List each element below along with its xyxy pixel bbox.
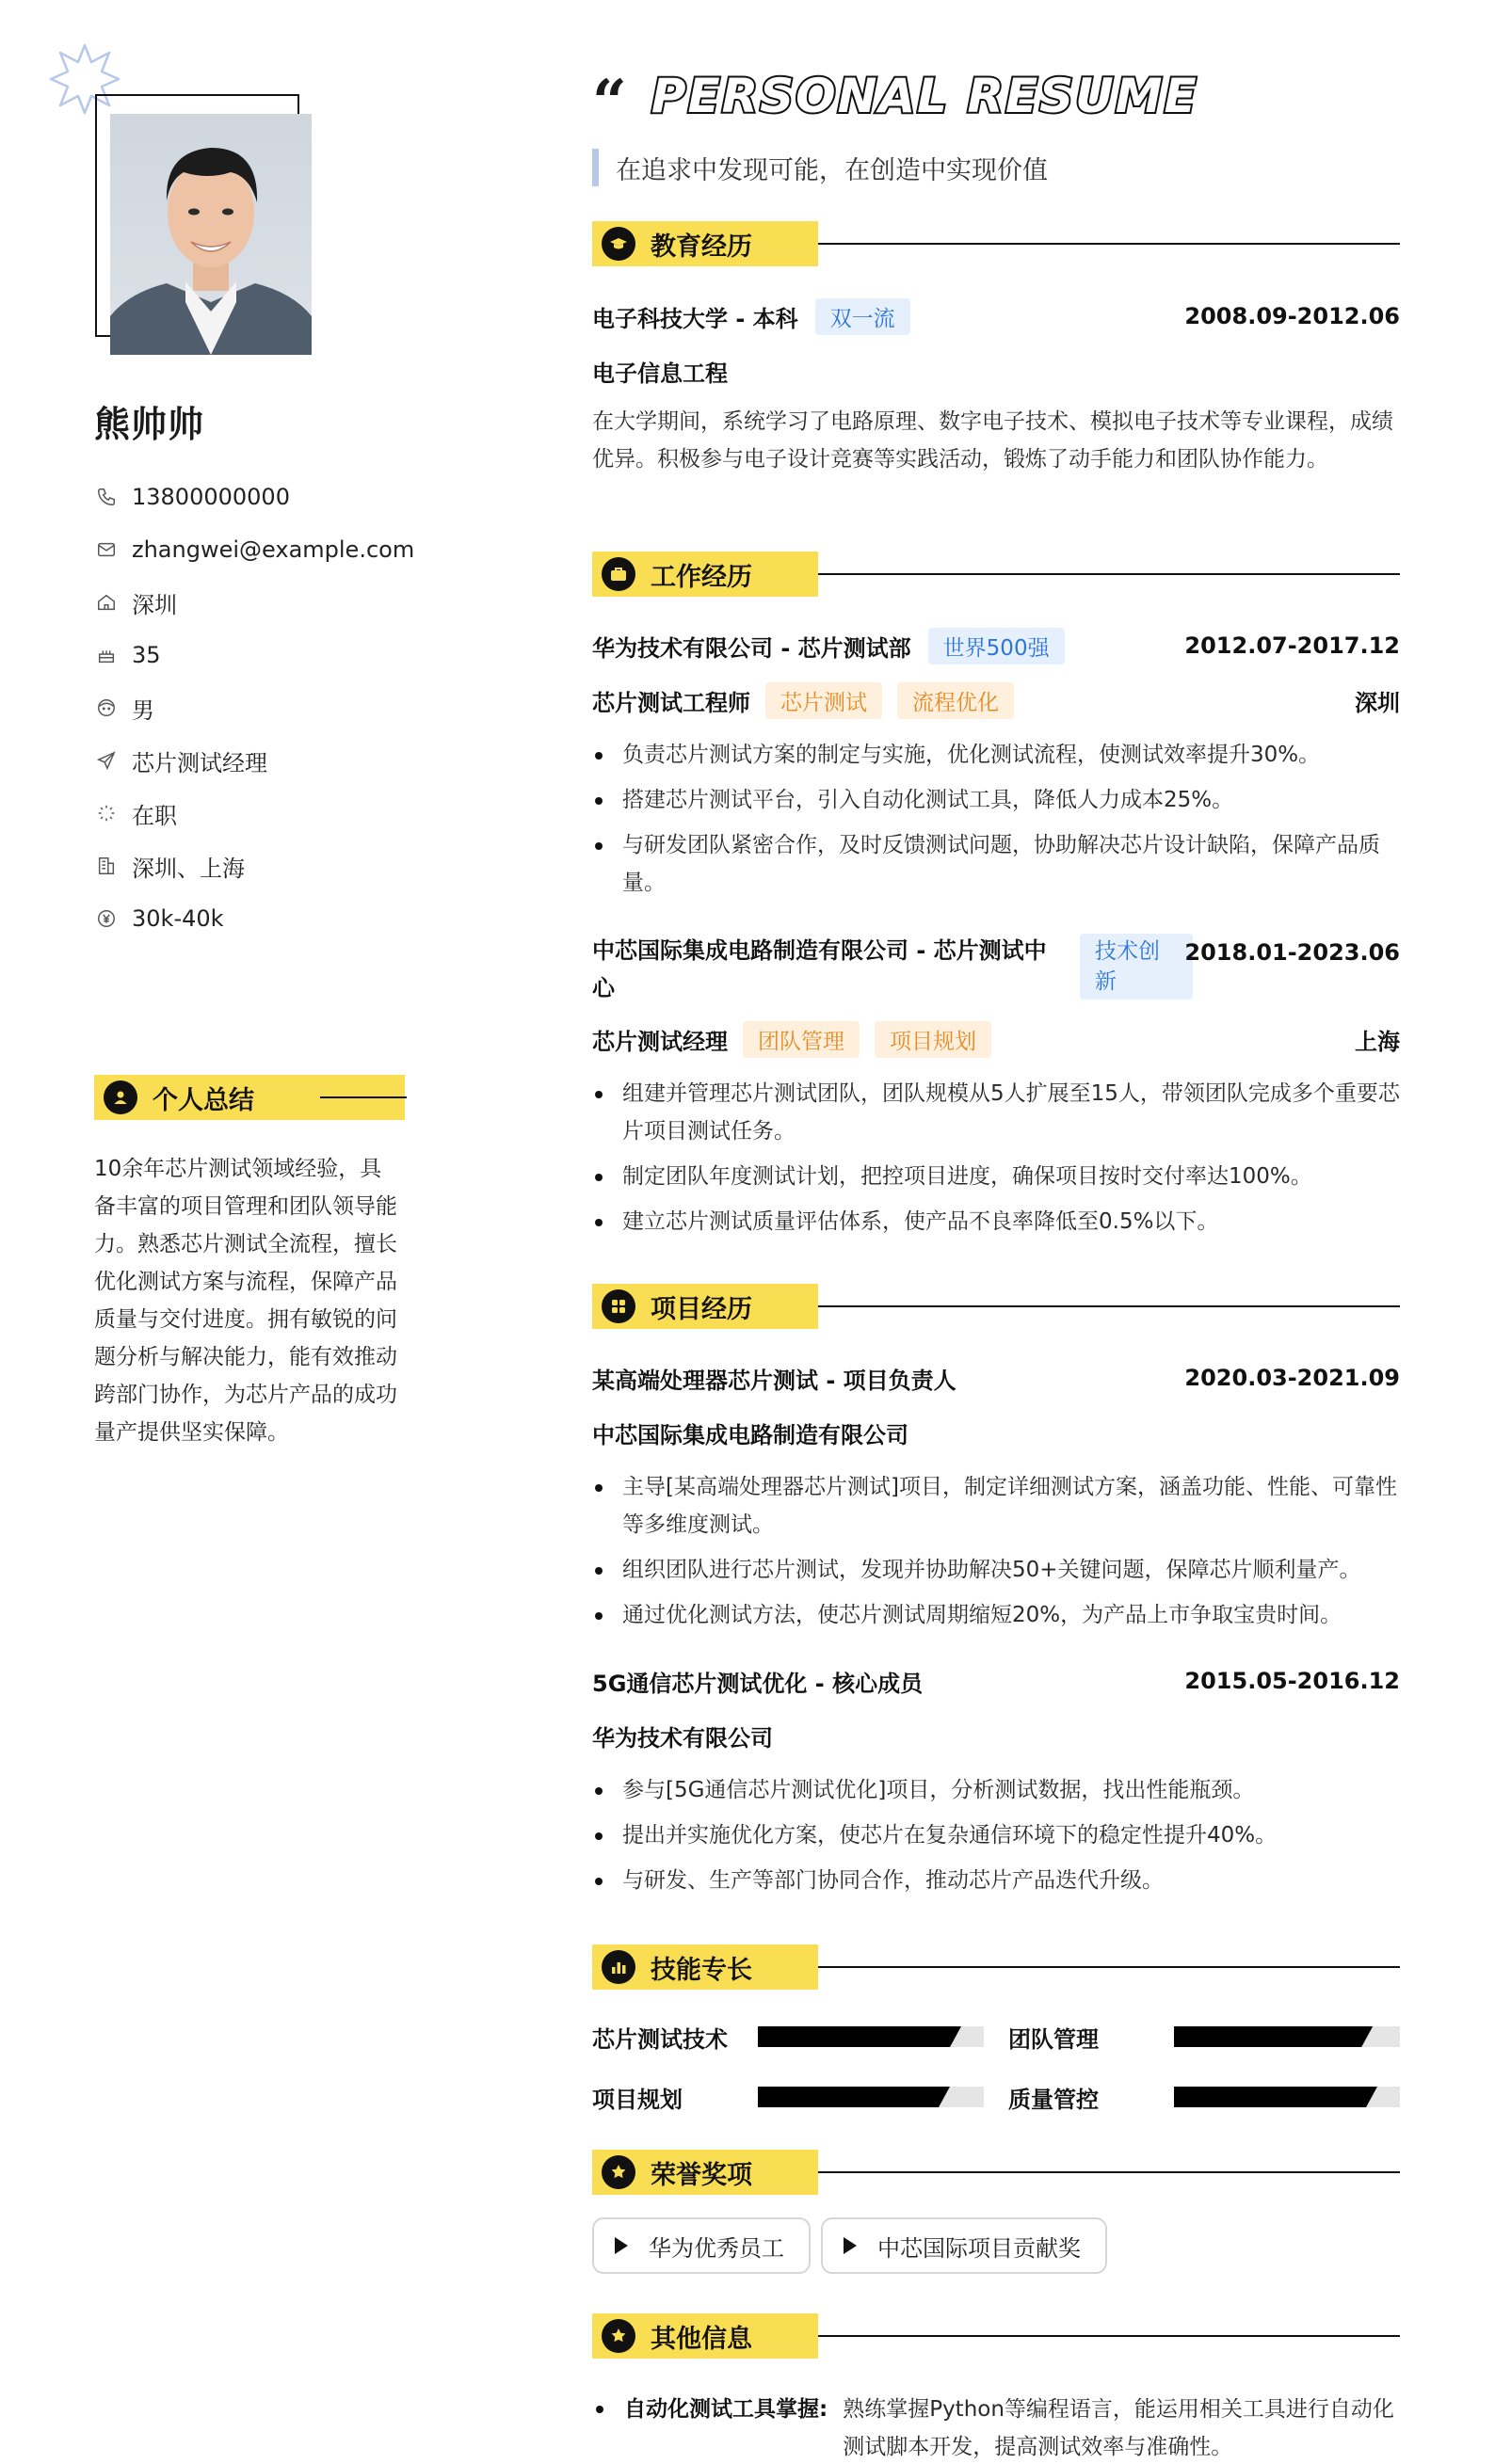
honors-title: 荣誉奖项 [651,2160,752,2190]
project-2-date: 2015.05-2016.12 [1184,1668,1400,1694]
status-text: 在职 [132,802,177,829]
skill-item [1008,2025,1400,2053]
section-projects [592,1284,1400,1329]
project-1-bullets [592,1468,1400,1641]
play-triangle-icon [615,2237,628,2254]
job-1-tag: 世界500强 [928,628,1065,664]
education-title: 教育经历 [651,232,752,262]
list-item: 组织团队进行芯片测试，发现并协助解决50+关键问题，保障芯片顺利量产。 [592,1551,1400,1589]
section-education [592,221,1400,266]
job-2-tag: 技术创新 [1080,934,1193,1000]
summary-title: 个人总结 [153,1085,254,1115]
yuan-coin-icon [94,906,119,931]
job-1-company: 华为技术有限公司 - 芯片测试部 [592,634,911,662]
award-name: 中芯国际项目贡献奖 [877,2234,1081,2262]
info-age [94,629,508,681]
skills-header [592,1944,818,1990]
award-badge [592,2217,811,2274]
other-item-key: 自动化测试工具掌握: [624,2397,828,2422]
award-name: 华为优秀员工 [649,2234,784,2262]
skills-title: 技能专长 [651,1955,752,1985]
building-icon [94,854,119,878]
job-1-date: 2012.07-2017.12 [1184,632,1400,659]
skill-bar-fill [1174,2026,1373,2047]
phone-text: 13800000000 [132,484,290,510]
job-1-skill-tag: 芯片测试 [765,682,882,719]
skill-bar-fill [758,2026,961,2047]
briefcase-icon [602,557,635,591]
project-1-date: 2020.03-2021.09 [1184,1365,1400,1391]
quote-mark-icon: “ [592,67,627,137]
project-2-row [592,1664,1400,1698]
gender-text: 男 [132,696,154,724]
section-honors [592,2150,1400,2195]
skill-item [592,2025,984,2053]
skills-divider [818,1966,1400,1968]
left-column [0,0,546,2464]
other-item-value: 熟练掌握Python等编程语言，能运用相关工具进行自动化测试脚本开发，提高测试效率与准确性。 [843,2397,1394,2459]
education-divider [818,243,1400,245]
education-description: 在大学期间，系统学习了电路原理、数字电子技术、模拟电子技术等专业课程，成绩优异。积极参与电子设计竞赛等实践活动，锻炼了动手能力和团队协作能力。 [592,409,1393,472]
job-2-date: 2018.01-2023.06 [1184,939,1400,966]
skill-bar-fill [758,2087,950,2107]
skill-name: 芯片测试技术 [592,2025,728,2053]
list-item: 参与[5G通信芯片测试优化]项目，分析测试数据，找出性能瓶颈。 [592,1771,1400,1809]
projects-title: 项目经历 [651,1294,752,1324]
honors-divider [818,2171,1400,2173]
project-1-name: 某高端处理器芯片测试 - 项目负责人 [592,1367,956,1394]
list-item: 与研发团队紧密合作，及时反馈测试问题，协助解决芯片设计缺陷，保障产品质量。 [592,826,1400,902]
job-1-role-row [592,683,1400,717]
project-2-bullets [592,1771,1400,1907]
info-location [94,576,508,629]
location-text: 深圳 [132,591,177,618]
education-date: 2008.09-2012.06 [1184,303,1400,329]
other-item [592,2391,1400,2464]
skill-item [1008,2086,1400,2113]
skill-bar [758,2026,984,2047]
project-1-company: 中芯国际集成电路制造有限公司 [592,1421,908,1448]
info-phone [94,471,508,523]
section-skills [592,1944,1400,1990]
school-tag: 双一流 [815,298,910,335]
target-cities-text: 深圳、上海 [132,855,245,882]
work-header [592,552,818,597]
graduation-cap-icon [602,227,635,261]
project-2-company: 华为技术有限公司 [592,1724,773,1752]
cake-icon [94,643,119,667]
section-other [592,2313,1400,2359]
list-item: 与研发、生产等部门协同合作，推动芯片产品迭代升级。 [592,1862,1400,1899]
job-2-skill-tag: 团队管理 [743,1021,860,1058]
summary-divider [320,1096,407,1098]
list-item: 提出并实施优化方案，使芯片在复杂通信环境下的稳定性提升40%。 [592,1816,1400,1854]
phone-icon [94,485,119,509]
work-title: 工作经历 [651,562,752,592]
project-1-company-row [592,1416,1400,1449]
education-major: 电子信息工程 [592,360,728,387]
education-major-row [592,354,1400,388]
list-item: 搭建芯片测试平台，引入自动化测试工具，降低人力成本25%。 [592,781,1400,819]
other-title: 其他信息 [651,2324,752,2354]
bullet-dot [596,2406,603,2413]
resume-title-text: PERSONAL RESUME [651,69,1198,123]
job-2-city: 上海 [1355,1028,1400,1055]
education-school-row [592,299,1400,333]
work-divider [818,573,1400,575]
list-item: 建立芯片测试质量评估体系，使产品不良率降低至0.5%以下。 [592,1203,1400,1240]
job-2-company-row [592,932,1400,1000]
skill-bar [1174,2026,1400,2047]
skill-name: 质量管控 [1008,2086,1099,2113]
info-target-cities [94,840,508,892]
job-2-role: 芯片测试经理 [592,1028,728,1055]
award-icon [602,2319,635,2353]
skill-name: 团队管理 [1008,2025,1099,2053]
job-2-role-row [592,1022,1400,1056]
honors-header [592,2150,818,2195]
award-badge [821,2217,1107,2274]
project-2-company-row [592,1719,1400,1752]
award-icon [602,2155,635,2189]
salary-text: 30k-40k [132,905,224,932]
project-1-row [592,1361,1400,1395]
list-item: 主导[某高端处理器芯片测试]项目，制定详细测试方案，涵盖功能、性能、可靠性等多维度测试。 [592,1468,1400,1544]
job-1-company-row [592,629,1400,663]
avatar [110,114,312,355]
send-icon [94,748,119,773]
play-triangle-icon [844,2237,857,2254]
list-item: 通过优化测试方法，使芯片测试周期缩短20%，为产品上市争取宝贵时间。 [592,1596,1400,1634]
contact-info-list [94,471,508,945]
job-1-city: 深圳 [1355,689,1400,716]
target-position-text: 芯片测试经理 [132,749,267,776]
section-work [592,552,1400,597]
job-2-company: 中芯国际集成电路制造有限公司 - 芯片测试中心 [592,937,1047,1001]
home-icon [94,590,119,615]
job-2-bullets [592,1075,1400,1248]
status-loader-icon [94,801,119,825]
list-item: 负责芯片测试方案的制定与实施，优化测试流程，使测试效率提升30%。 [592,736,1400,774]
projects-header [592,1284,818,1329]
mail-icon [94,537,119,562]
info-email [94,523,508,576]
other-divider [818,2335,1400,2337]
user-icon [104,1080,137,1114]
skill-name: 项目规划 [592,2086,683,2113]
school-name: 电子科技大学 - 本科 [592,305,798,332]
info-target-position [94,734,508,787]
resume-title [592,58,1198,137]
project-2-name: 5G通信芯片测试优化 - 核心成员 [592,1670,924,1697]
skill-item [592,2086,984,2113]
job-1-bullets [592,736,1400,909]
job-2-skill-tag: 项目规划 [875,1021,991,1058]
skill-bar [758,2087,984,2107]
job-1-skill-tag: 流程优化 [897,682,1014,719]
other-header [592,2313,818,2359]
job-1-role: 芯片测试工程师 [592,689,750,716]
list-item: 组建并管理芯片测试团队，团队规模从5人扩展至15人，带领团队完成多个重要芯片项目测试任务。 [592,1075,1400,1150]
projects-divider [818,1305,1400,1307]
face-icon [94,696,119,720]
email-text: zhangwei@example.com [132,536,415,563]
list-item: 制定团队年度测试计划，把控项目进度，确保项目按时交付率达100%。 [592,1158,1400,1195]
motto: 在追求中发现可能，在创造中实现价值 [592,149,1048,186]
info-status [94,787,508,840]
info-gender [94,681,508,734]
skill-bar [1174,2087,1400,2107]
education-header [592,221,818,266]
info-salary [94,892,508,945]
bar-chart-icon [602,1950,635,1984]
candidate-name: 熊帅帅 [94,404,205,445]
age-text: 35 [132,642,161,668]
skill-bar-fill [1174,2087,1377,2107]
summary-text: 10余年芯片测试领域经验，具备丰富的项目管理和团队领导能力。熟悉芯片测试全流程，擅长优化测试方案与流程，保障产品质量与交付进度。拥有敏锐的问题分析与解决能力，能有效推动跨部门协作，为芯片产品的成功量产提供坚实保障。 [94,1157,397,1445]
grid-icon [602,1289,635,1323]
